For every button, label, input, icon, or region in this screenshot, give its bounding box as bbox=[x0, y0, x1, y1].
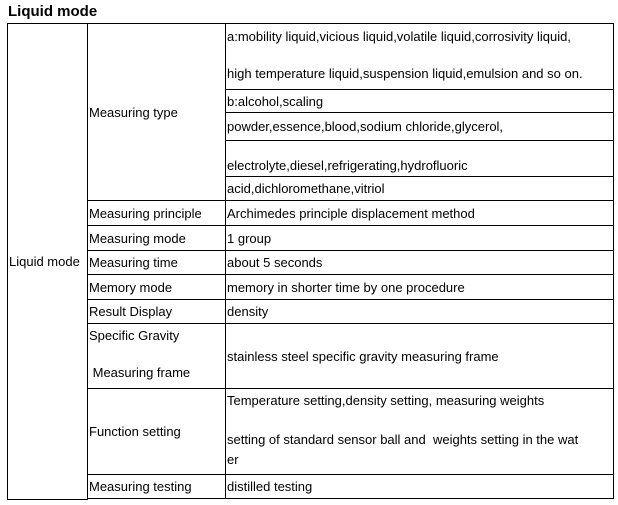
principle-label: Measuring principle bbox=[88, 201, 226, 226]
frame-label bbox=[88, 324, 226, 389]
time-value: about 5 seconds bbox=[226, 251, 614, 275]
frame-label-line1: Specific Gravity bbox=[89, 328, 180, 343]
measuring-type-b-line3: electrolyte,diesel,refrigerating,hydrofluoric bbox=[226, 141, 614, 177]
measuring-type-label: Measuring type bbox=[88, 24, 226, 201]
table-row bbox=[8, 201, 614, 226]
testing-label: Measuring testing bbox=[88, 475, 226, 499]
result-value: density bbox=[226, 300, 614, 324]
table-row bbox=[8, 24, 614, 90]
testing-value: distilled testing bbox=[226, 475, 614, 499]
spec-table bbox=[7, 23, 614, 500]
measuring-type-b-line4: acid,dichloromethane,vitriol bbox=[226, 177, 614, 201]
measuring-type-b-line1: b:alcohol,scaling bbox=[226, 90, 614, 113]
page-title: Liquid mode bbox=[8, 3, 98, 20]
frame-value: stainless steel specific gravity measuring frame bbox=[226, 324, 614, 389]
time-label: Measuring time bbox=[88, 251, 226, 275]
table-row bbox=[8, 226, 614, 251]
function-value-line1: Temperature setting,density setting, measuring weights bbox=[227, 393, 545, 408]
table-row bbox=[8, 300, 614, 324]
function-value-line3: er bbox=[227, 452, 239, 467]
table-row bbox=[8, 275, 614, 300]
mode-value: 1 group bbox=[226, 226, 614, 251]
measuring-type-a-line1: a:mobility liquid,vicious liquid,volatile liquid,corrosivity liquid, bbox=[227, 29, 571, 44]
function-value bbox=[226, 389, 614, 475]
principle-value: Archimedes principle displacement method bbox=[226, 201, 614, 226]
function-label: Function setting bbox=[88, 389, 226, 475]
group-label: Liquid mode bbox=[8, 24, 88, 500]
table-row bbox=[8, 324, 614, 389]
measuring-type-a-line2: high temperature liquid,suspension liquid,emulsion and so on. bbox=[227, 66, 583, 81]
function-value-line2: setting of standard sensor ball and weights setting in the wat bbox=[227, 432, 579, 447]
table-row bbox=[8, 251, 614, 275]
memory-label: Memory mode bbox=[88, 275, 226, 300]
result-label: Result Display bbox=[88, 300, 226, 324]
memory-value: memory in shorter time by one procedure bbox=[226, 275, 614, 300]
frame-label-line2: Measuring frame bbox=[89, 365, 191, 380]
measuring-type-a bbox=[226, 24, 614, 90]
mode-label: Measuring mode bbox=[88, 226, 226, 251]
table-row bbox=[8, 475, 614, 499]
measuring-type-b-line2: powder,essence,blood,sodium chloride,glycerol, bbox=[226, 113, 614, 141]
table-row bbox=[8, 389, 614, 475]
